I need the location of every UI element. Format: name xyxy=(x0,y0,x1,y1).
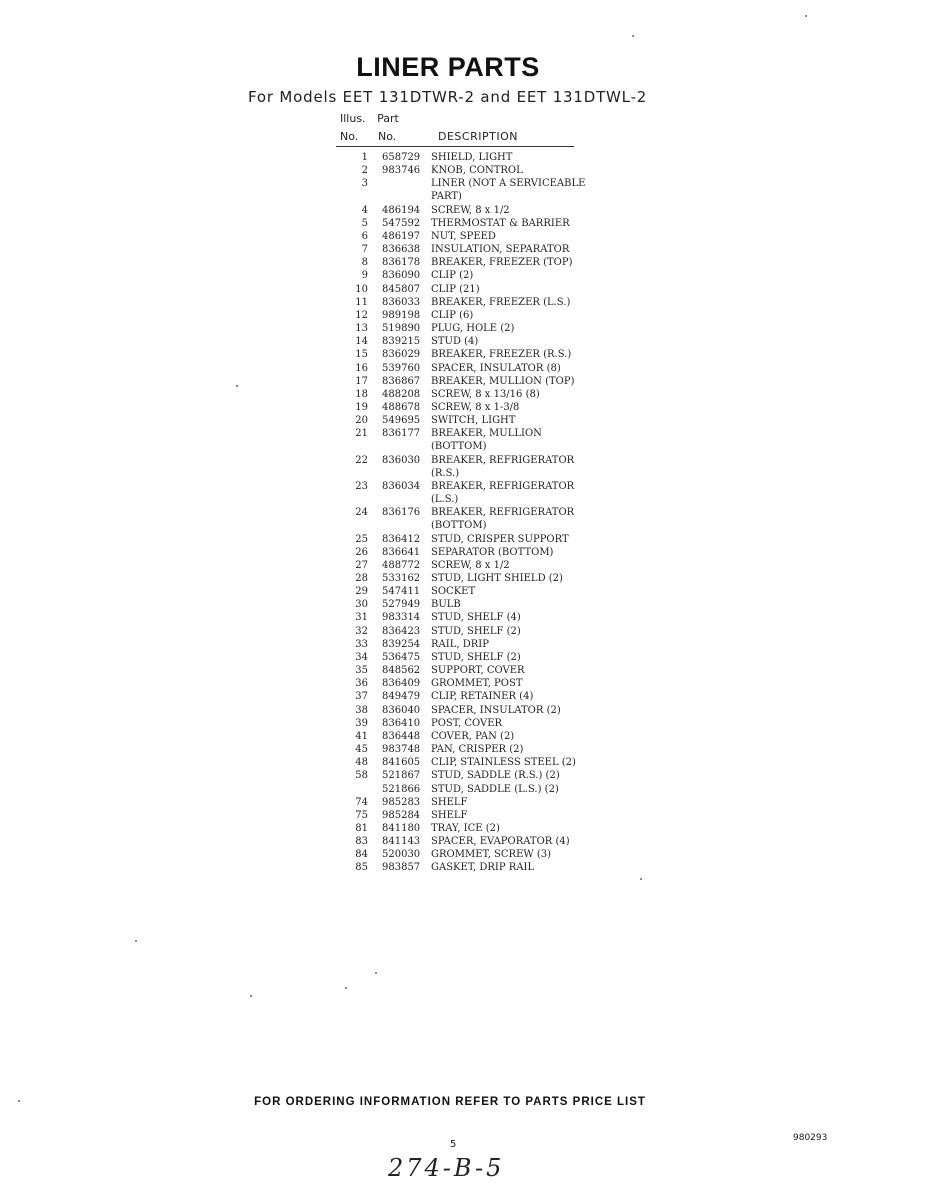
parts-row xyxy=(336,454,596,480)
part-description: BREAKER, MULLION (TOP) xyxy=(431,375,575,387)
illus-number: 6 xyxy=(361,230,368,242)
illus-number: 83 xyxy=(355,836,368,848)
part-number: 836641 xyxy=(382,546,421,558)
illus-number: 16 xyxy=(355,362,368,374)
illus-number: 14 xyxy=(355,336,368,348)
illus-number: 26 xyxy=(355,546,368,558)
part-number: 521866 xyxy=(382,783,421,795)
parts-row xyxy=(336,533,596,546)
part-number: 836178 xyxy=(382,257,421,269)
parts-row xyxy=(336,546,596,559)
parts-row xyxy=(336,151,596,164)
parts-row xyxy=(336,585,596,598)
part-description: SCREW, 8 x 1/2 xyxy=(431,559,510,571)
illus-number: 4 xyxy=(361,204,368,216)
illus-number: 13 xyxy=(355,323,368,335)
document-number: 980293 xyxy=(793,1133,828,1143)
parts-row xyxy=(336,296,596,309)
parts-row xyxy=(336,598,596,611)
part-description: TRAY, ICE (2) xyxy=(431,822,500,834)
illus-number: 39 xyxy=(355,717,368,729)
scan-speck xyxy=(250,995,252,997)
part-number: 488208 xyxy=(382,388,421,400)
part-number: 836030 xyxy=(382,454,421,466)
parts-row xyxy=(336,559,596,572)
illus-number: 24 xyxy=(355,507,368,519)
header-rule xyxy=(336,146,574,147)
illus-number: 58 xyxy=(355,770,368,782)
parts-row xyxy=(336,796,596,809)
illus-number: 20 xyxy=(355,415,368,427)
parts-row xyxy=(336,704,596,717)
part-description: SHELF xyxy=(431,809,468,821)
part-number: 848562 xyxy=(382,665,421,677)
part-number: 836034 xyxy=(382,480,421,492)
part-number: 836090 xyxy=(382,270,421,282)
illus-number: 5 xyxy=(361,217,368,229)
illus-number: 38 xyxy=(355,704,368,716)
parts-row xyxy=(336,204,596,217)
part-description: SHELF xyxy=(431,796,468,808)
column-header-illus-part xyxy=(340,112,399,125)
parts-row xyxy=(336,611,596,624)
part-description: CLIP, STAINLESS STEEL (2) xyxy=(431,757,576,769)
part-number: 836409 xyxy=(382,678,421,690)
part-number: 989198 xyxy=(382,309,421,321)
parts-row xyxy=(336,783,596,796)
part-description: STUD, LIGHT SHIELD (2) xyxy=(431,573,563,584)
part-number: 841143 xyxy=(382,836,421,848)
part-description: BREAKER, REFRIGERATOR (L.S.) xyxy=(431,480,575,506)
illus-number: 36 xyxy=(355,678,368,690)
illus-number: 34 xyxy=(355,651,368,663)
part-number: 836177 xyxy=(382,428,421,440)
parts-row xyxy=(336,243,596,256)
part-number: 983748 xyxy=(382,744,421,756)
part-number: 836638 xyxy=(382,244,421,256)
illus-number: 41 xyxy=(355,730,368,742)
part-description: GROMMET, POST xyxy=(431,678,523,690)
part-number: 983314 xyxy=(382,612,421,624)
part-description: BREAKER, FREEZER (TOP) xyxy=(431,257,573,269)
part-number: 983746 xyxy=(382,165,421,177)
illus-number: 11 xyxy=(355,296,368,308)
parts-row xyxy=(336,809,596,822)
part-number: 839215 xyxy=(382,336,421,348)
part-number: 836040 xyxy=(382,704,421,716)
part-number: 836412 xyxy=(382,533,421,545)
parts-row xyxy=(336,769,596,782)
parts-row xyxy=(336,506,596,532)
part-description: GASKET, DRIP RAIL xyxy=(431,862,535,874)
part-description: SCREW, 8 x 1-3/8 xyxy=(431,401,520,413)
part-number: 841180 xyxy=(382,822,421,834)
part-number: 841605 xyxy=(382,757,421,769)
part-description: SHIELD, LIGHT xyxy=(431,152,513,163)
parts-list xyxy=(336,151,596,875)
scan-speck xyxy=(18,1100,20,1102)
illus-number: 75 xyxy=(355,809,368,821)
part-description: LINER (NOT A SERVICEABLE PART) xyxy=(431,178,586,203)
illus-number: 18 xyxy=(355,388,368,400)
scan-speck xyxy=(135,940,137,942)
parts-row xyxy=(336,717,596,730)
illus-number: 84 xyxy=(355,849,368,861)
illus-number: 7 xyxy=(361,244,368,256)
illus-number: 21 xyxy=(355,428,368,440)
part-description: STUD, SADDLE (L.S.) (2) xyxy=(431,783,559,795)
part-number: 836410 xyxy=(382,717,421,729)
part-description: CLIP (2) xyxy=(431,270,474,282)
part-description: BULB xyxy=(431,599,461,611)
parts-row xyxy=(336,861,596,874)
parts-row xyxy=(336,348,596,361)
part-description: STUD, CRISPER SUPPORT xyxy=(431,533,569,545)
column-header-description: DESCRIPTION xyxy=(438,130,518,143)
parts-row xyxy=(336,164,596,177)
part-description: BREAKER, FREEZER (L.S.) xyxy=(431,296,571,308)
parts-row xyxy=(336,388,596,401)
page-number: 5 xyxy=(450,1139,457,1150)
part-number: 486194 xyxy=(382,204,421,216)
parts-row xyxy=(336,335,596,348)
illus-number: 10 xyxy=(355,283,368,295)
parts-row xyxy=(336,256,596,269)
illus-number: 37 xyxy=(355,691,368,703)
column-header-illus-no: No. xyxy=(340,130,359,143)
parts-row xyxy=(336,572,596,585)
illus-number: 2 xyxy=(361,165,368,177)
scan-speck xyxy=(345,987,347,989)
part-description: SEPARATOR (BOTTOM) xyxy=(431,546,554,558)
part-description: PLUG, HOLE (2) xyxy=(431,323,515,335)
parts-row xyxy=(336,651,596,664)
illus-number: 3 xyxy=(361,178,368,190)
parts-row xyxy=(336,414,596,427)
part-description: BREAKER, MULLION (BOTTOM) xyxy=(431,428,542,453)
part-number: 527949 xyxy=(382,599,421,611)
part-number: 488772 xyxy=(382,559,421,571)
illus-number: 48 xyxy=(355,757,368,769)
scan-speck xyxy=(632,35,634,37)
part-description: SPACER, INSULATOR (2) xyxy=(431,704,561,716)
illus-number: 23 xyxy=(355,480,368,492)
illus-number: 45 xyxy=(355,744,368,756)
parts-row xyxy=(336,756,596,769)
part-number: 849479 xyxy=(382,691,421,703)
parts-row xyxy=(336,822,596,835)
part-description: NUT, SPEED xyxy=(431,230,496,242)
parts-row xyxy=(336,677,596,690)
part-description: GROMMET, SCREW (3) xyxy=(431,849,552,861)
part-description: SPACER, EVAPORATOR (4) xyxy=(431,836,570,848)
illus-number: 27 xyxy=(355,559,368,571)
part-number: 836029 xyxy=(382,349,421,361)
part-number: 845807 xyxy=(382,283,421,295)
part-description: SWITCH, LIGHT xyxy=(431,415,516,427)
part-number: 836033 xyxy=(382,296,421,308)
part-description: BREAKER, FREEZER (R.S.) xyxy=(431,349,572,361)
part-description: THERMOSTAT & BARRIER xyxy=(431,217,570,229)
part-description: POST, COVER xyxy=(431,717,503,729)
part-description: SCREW, 8 x 1/2 xyxy=(431,204,510,216)
parts-row xyxy=(336,375,596,388)
part-description: STUD, SADDLE (R.S.) (2) xyxy=(431,770,560,782)
parts-row xyxy=(336,743,596,756)
part-number: 658729 xyxy=(382,152,421,163)
parts-row xyxy=(336,309,596,322)
part-number: 836448 xyxy=(382,730,421,742)
illus-number: 35 xyxy=(355,665,368,677)
parts-row xyxy=(336,217,596,230)
illus-number: 22 xyxy=(355,454,368,466)
part-number: 533162 xyxy=(382,573,421,584)
illus-number: 85 xyxy=(355,862,368,874)
illus-number: 30 xyxy=(355,599,368,611)
part-description: CLIP, RETAINER (4) xyxy=(431,691,534,703)
part-number: 985284 xyxy=(382,809,421,821)
part-number: 536475 xyxy=(382,651,421,663)
parts-row xyxy=(336,362,596,375)
parts-row xyxy=(336,835,596,848)
parts-row xyxy=(336,401,596,414)
part-description: SCREW, 8 x 13/16 (8) xyxy=(431,388,540,400)
part-number: 488678 xyxy=(382,401,421,413)
parts-row xyxy=(336,322,596,335)
illus-number: 32 xyxy=(355,625,368,637)
parts-row xyxy=(336,177,596,203)
part-number: 520030 xyxy=(382,849,421,861)
part-number: 549695 xyxy=(382,415,421,427)
part-description: RAIL, DRIP xyxy=(431,638,489,650)
illus-number: 29 xyxy=(355,586,368,598)
illus-number: 1 xyxy=(361,152,368,163)
part-description: STUD (4) xyxy=(431,336,479,348)
part-number: 836176 xyxy=(382,507,421,519)
part-description: BREAKER, REFRIGERATOR (BOTTOM) xyxy=(431,507,575,532)
part-number: 486197 xyxy=(382,230,421,242)
parts-row xyxy=(336,664,596,677)
part-description: INSULATION, SEPARATOR xyxy=(431,244,570,256)
parts-row xyxy=(336,848,596,861)
parts-row xyxy=(336,480,596,506)
illus-number: 19 xyxy=(355,401,368,413)
parts-row xyxy=(336,730,596,743)
illus-number: 17 xyxy=(355,375,368,387)
models-subtitle: For Models EET 131DTWR-2 and EET 131DTWL-2 xyxy=(248,88,648,106)
part-description: BREAKER, REFRIGERATOR (R.S.) xyxy=(431,454,575,479)
part-number: 539760 xyxy=(382,362,421,374)
illus-number: 33 xyxy=(355,638,368,650)
part-label: Part xyxy=(377,112,399,125)
part-description: KNOB, CONTROL xyxy=(431,165,523,177)
part-number: 547592 xyxy=(382,217,421,229)
part-number: 836867 xyxy=(382,375,421,387)
part-number: 983857 xyxy=(382,862,421,874)
parts-row xyxy=(336,638,596,651)
part-description: COVER, PAN (2) xyxy=(431,730,515,742)
part-description: CLIP (6) xyxy=(431,309,474,321)
scan-speck xyxy=(375,972,377,974)
illus-number: 12 xyxy=(355,309,368,321)
part-number: 521867 xyxy=(382,770,421,782)
scan-speck xyxy=(640,878,642,880)
parts-row xyxy=(336,269,596,282)
part-number: 985283 xyxy=(382,796,421,808)
handwritten-note: 274-B-5 xyxy=(388,1154,505,1182)
part-description: STUD, SHELF (4) xyxy=(431,612,521,624)
column-header-part-no: No. xyxy=(378,130,397,143)
illus-label: Illus. xyxy=(340,112,366,125)
illus-number: 81 xyxy=(355,822,368,834)
parts-row xyxy=(336,427,596,453)
parts-row xyxy=(336,690,596,703)
parts-row xyxy=(336,230,596,243)
ordering-note: FOR ORDERING INFORMATION REFER TO PARTS PRICE LIST xyxy=(254,1096,646,1108)
part-description: STUD, SHELF (2) xyxy=(431,651,521,663)
scan-speck xyxy=(236,385,238,387)
page-title: LINER PARTS xyxy=(356,52,540,82)
illus-number: 25 xyxy=(355,533,368,545)
part-description: CLIP (21) xyxy=(431,283,480,295)
part-description: SOCKET xyxy=(431,586,476,598)
part-number: 836423 xyxy=(382,625,421,637)
part-number: 547411 xyxy=(382,586,421,598)
illus-number: 31 xyxy=(355,612,368,624)
illus-number: 8 xyxy=(361,257,368,269)
part-description: STUD, SHELF (2) xyxy=(431,625,521,637)
part-number: 519890 xyxy=(382,323,421,335)
illus-number: 28 xyxy=(355,573,368,584)
part-description: SUPPORT, COVER xyxy=(431,665,525,677)
illus-number: 15 xyxy=(355,349,368,361)
part-description: PAN, CRISPER (2) xyxy=(431,744,524,756)
parts-row xyxy=(336,625,596,638)
parts-row xyxy=(336,283,596,296)
scan-speck xyxy=(805,15,807,17)
illus-number: 74 xyxy=(355,796,368,808)
illus-number: 9 xyxy=(361,270,368,282)
part-number: 839254 xyxy=(382,638,421,650)
part-description: SPACER, INSULATOR (8) xyxy=(431,362,561,374)
